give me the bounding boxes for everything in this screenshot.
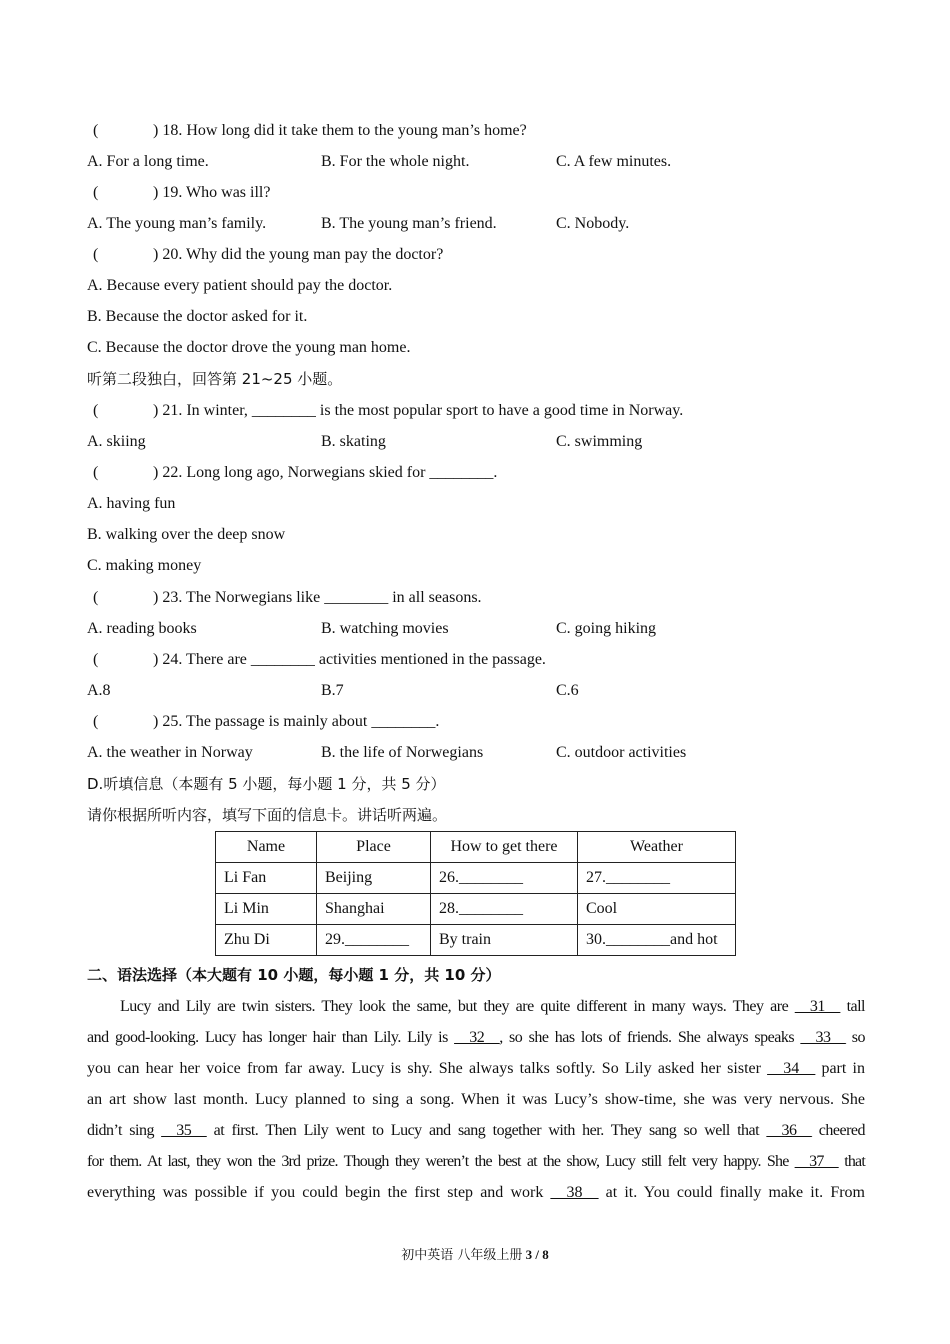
answer-bracket[interactable]: ( (93, 589, 99, 606)
option-c: C. Nobody. (556, 215, 630, 232)
grammar-section-title: 二、语法选择（本大题有 10 小题，每小题 1 分，共 10 分） (87, 966, 501, 984)
passage-line-5: didn’t sing __35__ at first. Then Lily went to Lucy and sang together with her. They sang so well that __36__ cheered (87, 1122, 866, 1139)
table-cell: Li Min (216, 894, 317, 925)
question-20 (87, 244, 443, 266)
blank-37[interactable]: __37__ (794, 1153, 838, 1170)
option-b: B. For the whole night. (321, 153, 470, 170)
header-name: Name (216, 832, 317, 863)
option-c: C.6 (556, 682, 579, 699)
option-c: C. Because the doctor drove the young man home. (87, 339, 411, 356)
option-b: B. Because the doctor asked for it. (87, 308, 308, 325)
option-c: C. outdoor activities (556, 744, 687, 761)
option-b: B. watching movies (321, 620, 449, 637)
option-a: A. The young man’s family. (87, 215, 267, 232)
blank-38[interactable]: __38__ (550, 1184, 599, 1201)
question-23 (87, 587, 482, 609)
question-stem: ) 21. In winter, ________ is the most popular sport to have a good time in Norway. (153, 402, 684, 419)
passage-line-1: Lucy and Lily are twin sisters. They look the same, but they are quite different in many ways. They are __31__ tall (120, 998, 866, 1015)
question-22 (87, 462, 497, 484)
question-stem: ) 18. How long did it take them to the young man’s home? (153, 122, 527, 139)
option-b: B. skating (321, 433, 386, 450)
question-stem: ) 20. Why did the young man pay the doctor? (153, 246, 444, 263)
option-a: A. having fun (87, 495, 176, 512)
header-how: How to get there (431, 832, 578, 863)
passage-line-7: everything was possible if you could begin the first step and work __38__ at it. You could finally make it. From (87, 1184, 865, 1201)
answer-bracket[interactable]: ( (93, 246, 99, 263)
section-d-title: D.听填信息（本题有 5 小题，每小题 1 分，共 5 分） (87, 775, 446, 793)
question-stem: ) 22. Long long ago, Norwegians skied for ________. (153, 464, 498, 481)
table-cell: By train (431, 925, 578, 956)
options-18 (0, 151, 950, 173)
options-23 (0, 618, 950, 640)
passage-line-6: for them. At last, they won the 3rd prize. Though they weren’t the best at the show, Lucy still felt very happy. She __37__ that (87, 1153, 866, 1170)
question-19 (87, 182, 270, 204)
page-number: 3 / 8 (525, 1247, 549, 1262)
options-21 (0, 431, 950, 453)
table-cell: Li Fan (216, 863, 317, 894)
blank-28[interactable]: 28.________ (431, 894, 578, 925)
answer-bracket[interactable]: ( (93, 122, 99, 139)
answer-bracket[interactable]: ( (93, 402, 99, 419)
section2-intro: 听第二段独白，回答第 21~25 小题。 (87, 370, 343, 388)
table-cell: Zhu Di (216, 925, 317, 956)
options-24 (0, 680, 950, 702)
info-card-table (215, 831, 736, 956)
header-place: Place (317, 832, 431, 863)
question-stem: ) 23. The Norwegians like ________ in all seasons. (153, 589, 482, 606)
answer-bracket[interactable]: ( (93, 464, 99, 481)
answer-bracket[interactable]: ( (93, 184, 99, 201)
question-stem: ) 25. The passage is mainly about ________. (153, 713, 440, 730)
passage-line-3: you can hear her voice from far away. Lucy is shy. She always talks softly. So Lily asked her sister __34__ part in (87, 1060, 866, 1077)
passage-line-4: an art show last month. Lucy planned to sing a song. When it was Lucy’s show-time, she was very nervous. She (87, 1091, 865, 1108)
options-19 (0, 213, 950, 235)
table-row (216, 925, 736, 956)
table-cell: Cool (578, 894, 736, 925)
option-a: A. skiing (87, 433, 146, 450)
blank-34[interactable]: __34__ (767, 1060, 816, 1077)
blank-27[interactable]: 27.________ (578, 863, 736, 894)
table-row (216, 894, 736, 925)
option-c: C. making money (87, 557, 202, 574)
question-24 (87, 649, 546, 671)
option-a: A. For a long time. (87, 153, 209, 170)
passage-line-2: and good-looking. Lucy has longer hair than Lily. Lily is __32__, so she has lots of friends. She always speaks __33__ so (87, 1029, 866, 1046)
answer-bracket[interactable]: ( (93, 651, 99, 668)
blank-32[interactable]: __32__ (454, 1029, 500, 1046)
option-a: A. Because every patient should pay the doctor. (87, 277, 393, 294)
options-25 (0, 742, 950, 764)
blank-35[interactable]: __35__ (161, 1122, 207, 1139)
footer-subject: 初中英语 八年级上册 (401, 1248, 523, 1263)
header-weather: Weather (578, 832, 736, 863)
option-b: B.7 (321, 682, 344, 699)
question-18 (87, 120, 527, 142)
option-a: A.8 (87, 682, 111, 699)
table-header-row (216, 832, 736, 863)
option-a: A. the weather in Norway (87, 744, 253, 761)
option-a: A. reading books (87, 620, 197, 637)
blank-30[interactable]: 30.________and hot (578, 925, 736, 956)
table-cell: Shanghai (317, 894, 431, 925)
question-stem: ) 24. There are ________ activities mentioned in the passage. (153, 651, 546, 668)
table-cell: Beijing (317, 863, 431, 894)
option-c: C. A few minutes. (556, 153, 672, 170)
answer-bracket[interactable]: ( (93, 713, 99, 730)
section-d-instruction: 请你根据所听内容，填写下面的信息卡。讲话听两遍。 (87, 806, 448, 824)
blank-31[interactable]: __31__ (794, 998, 840, 1015)
blank-36[interactable]: __36__ (766, 1122, 812, 1139)
option-b: B. walking over the deep snow (87, 526, 286, 543)
option-b: B. the life of Norwegians (321, 744, 484, 761)
option-c: C. swimming (556, 433, 643, 450)
blank-26[interactable]: 26.________ (431, 863, 578, 894)
option-b: B. The young man’s friend. (321, 215, 497, 232)
question-25 (87, 711, 439, 733)
blank-29[interactable]: 29.________ (317, 925, 431, 956)
blank-33[interactable]: __33__ (800, 1029, 846, 1046)
page-footer (0, 1244, 950, 1263)
table-row (216, 863, 736, 894)
question-stem: ) 19. Who was ill? (153, 184, 271, 201)
option-c: C. going hiking (556, 620, 657, 637)
question-21 (87, 400, 683, 422)
